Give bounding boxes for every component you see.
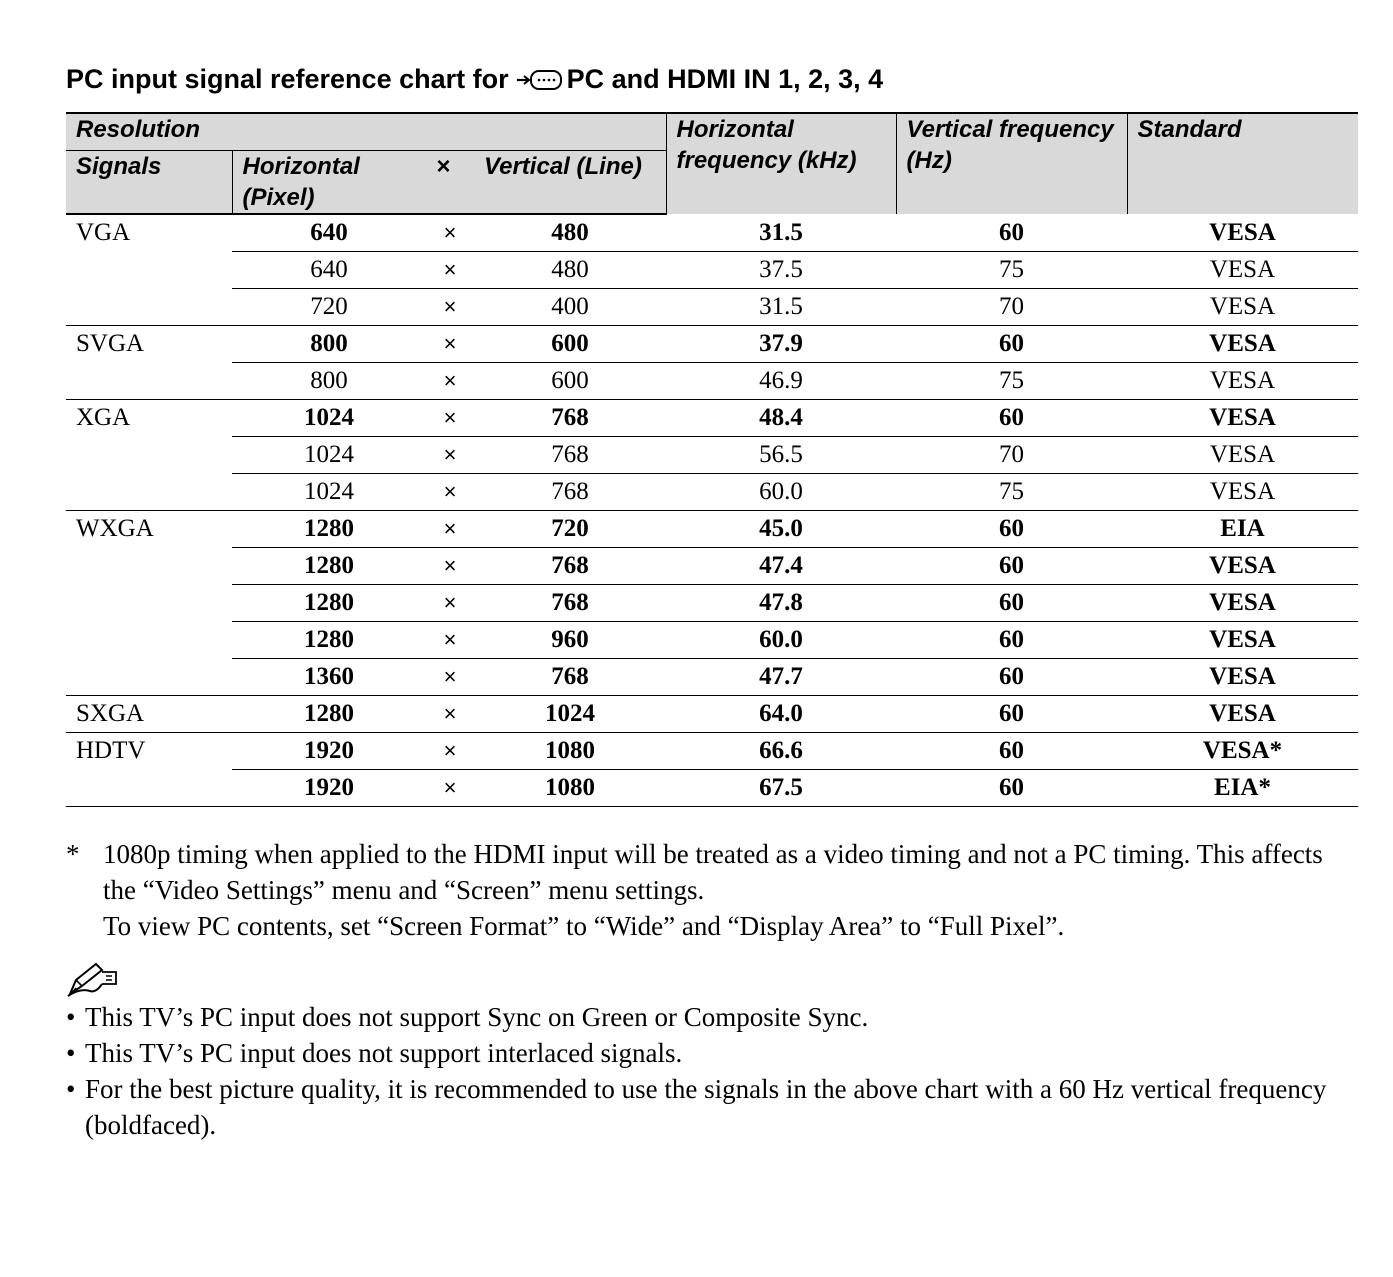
table-row	[66, 511, 1358, 548]
signal-cell: WXGA	[76, 515, 154, 543]
times-cell: ×	[426, 622, 474, 659]
vertical-frequency-cell: 60	[896, 326, 1127, 363]
standard-cell: EIA	[1127, 511, 1358, 548]
horizontal-frequency-cell: 31.5	[666, 289, 896, 326]
horizontal-pixel-cell: 720	[232, 289, 426, 326]
table-row	[66, 326, 1358, 363]
note-text: For the best picture quality, it is recommended to use the signals in the above chart with a 60 Hz vertical frequency (boldfaced).	[85, 1074, 1327, 1140]
times-cell: ×	[426, 437, 474, 474]
times-cell: ×	[426, 474, 474, 511]
standard-cell: VESA*	[1127, 733, 1358, 770]
horizontal-pixel-cell: 1024	[232, 400, 426, 437]
table-row	[66, 696, 1358, 733]
standard-cell: VESA	[1127, 400, 1358, 437]
header-horizontal-frequency: Horizontal frequency (kHz)	[666, 113, 896, 214]
table-row	[66, 289, 1358, 326]
vertical-line-cell: 768	[474, 400, 666, 437]
note-text: This TV’s PC input does not support interlaced signals.	[85, 1038, 683, 1068]
vertical-frequency-cell: 60	[896, 622, 1127, 659]
signal-cell	[66, 437, 232, 474]
signal-table-body	[66, 214, 1358, 807]
standard-cell: VESA	[1127, 437, 1358, 474]
times-cell: ×	[426, 363, 474, 400]
horizontal-frequency-cell: 31.5	[666, 214, 896, 252]
header-signals: Signals	[66, 151, 232, 215]
horizontal-pixel-cell: 800	[232, 326, 426, 363]
vertical-line-cell: 400	[474, 289, 666, 326]
horizontal-pixel-cell: 1280	[232, 585, 426, 622]
times-cell: ×	[426, 659, 474, 696]
vertical-frequency-cell: 75	[896, 363, 1127, 400]
vertical-line-cell: 768	[474, 548, 666, 585]
vertical-line-cell: 600	[474, 326, 666, 363]
horizontal-frequency-cell: 67.5	[666, 770, 896, 807]
vertical-line-cell: 768	[474, 437, 666, 474]
signal-cell	[66, 474, 232, 511]
horizontal-frequency-cell: 37.5	[666, 252, 896, 289]
times-cell: ×	[426, 548, 474, 585]
vertical-frequency-cell: 75	[896, 474, 1127, 511]
signal-cell: VGA	[76, 219, 131, 247]
vertical-line-cell: 600	[474, 363, 666, 400]
horizontal-frequency-cell: 47.7	[666, 659, 896, 696]
header-resolution: Resolution	[66, 113, 666, 151]
vertical-frequency-cell: 60	[896, 585, 1127, 622]
standard-cell: VESA	[1127, 622, 1358, 659]
signal-cell: SXGA	[66, 696, 232, 733]
horizontal-frequency-cell: 66.6	[666, 733, 896, 770]
signal-cell: SVGA	[76, 330, 145, 358]
header-vertical-frequency: Vertical frequency (Hz)	[896, 113, 1127, 214]
horizontal-frequency-cell: 48.4	[666, 400, 896, 437]
signal-cell	[66, 770, 232, 807]
title-text-after: PC and HDMI IN 1, 2, 3, 4	[566, 64, 884, 94]
bullet: •	[66, 1074, 76, 1104]
note-item	[66, 999, 1358, 1035]
pencil-note-icon	[66, 958, 118, 998]
table-row	[66, 659, 1358, 696]
horizontal-pixel-cell: 1024	[232, 474, 426, 511]
vertical-frequency-cell: 60	[896, 659, 1127, 696]
standard-cell: VESA	[1127, 585, 1358, 622]
horizontal-pixel-cell: 640	[232, 214, 426, 252]
table-row	[66, 363, 1358, 400]
signal-cell: XGA	[76, 404, 131, 432]
vertical-line-cell: 1080	[474, 770, 666, 807]
table-row	[66, 770, 1358, 807]
times-cell: ×	[426, 400, 474, 437]
horizontal-pixel-cell: 1280	[232, 548, 426, 585]
times-cell: ×	[426, 511, 474, 548]
header-horizontal-pixel: Horizontal (Pixel)	[232, 151, 426, 215]
notes-list	[66, 999, 1358, 1143]
times-cell: ×	[426, 696, 474, 733]
signal-cell	[66, 548, 232, 585]
horizontal-pixel-cell: 1280	[232, 696, 426, 733]
times-cell: ×	[426, 252, 474, 289]
note-text: This TV’s PC input does not support Sync on Green or Composite Sync.	[85, 1002, 869, 1032]
times-cell: ×	[426, 733, 474, 770]
page-title	[66, 64, 883, 95]
horizontal-frequency-cell: 64.0	[666, 696, 896, 733]
horizontal-frequency-cell: 60.0	[666, 622, 896, 659]
vertical-frequency-cell: 60	[896, 400, 1127, 437]
vertical-line-cell: 768	[474, 474, 666, 511]
vertical-line-cell: 720	[474, 511, 666, 548]
signal-cell	[66, 289, 232, 326]
header-standard: Standard	[1127, 113, 1358, 214]
vertical-line-cell: 960	[474, 622, 666, 659]
table-row	[66, 437, 1358, 474]
horizontal-pixel-cell: 1280	[232, 622, 426, 659]
horizontal-frequency-cell: 45.0	[666, 511, 896, 548]
table-row	[66, 548, 1358, 585]
table-row	[66, 400, 1358, 437]
vertical-frequency-cell: 70	[896, 437, 1127, 474]
horizontal-frequency-cell: 60.0	[666, 474, 896, 511]
vertical-frequency-cell: 60	[896, 733, 1127, 770]
pc-input-icon	[515, 65, 565, 95]
signal-cell	[66, 363, 232, 400]
horizontal-pixel-cell: 640	[232, 252, 426, 289]
signal-cell	[66, 659, 232, 696]
footnote-mark: *	[66, 839, 80, 869]
table-row	[66, 585, 1358, 622]
vertical-frequency-cell: 60	[896, 696, 1127, 733]
horizontal-frequency-cell: 56.5	[666, 437, 896, 474]
signal-cell	[66, 622, 232, 659]
vertical-line-cell: 480	[474, 252, 666, 289]
standard-cell: VESA	[1127, 289, 1358, 326]
horizontal-frequency-cell: 46.9	[666, 363, 896, 400]
standard-cell: VESA	[1127, 252, 1358, 289]
standard-cell: VESA	[1127, 214, 1358, 252]
horizontal-pixel-cell: 1024	[232, 437, 426, 474]
vertical-line-cell: 480	[474, 214, 666, 252]
horizontal-pixel-cell: 1920	[232, 733, 426, 770]
table-row	[66, 214, 1358, 252]
vertical-frequency-cell: 60	[896, 214, 1127, 252]
footnote	[66, 836, 1358, 944]
vertical-frequency-cell: 60	[896, 511, 1127, 548]
horizontal-pixel-cell: 1360	[232, 659, 426, 696]
times-cell: ×	[426, 770, 474, 807]
times-cell: ×	[426, 214, 474, 252]
bullet: •	[66, 1002, 76, 1032]
horizontal-frequency-cell: 47.4	[666, 548, 896, 585]
vertical-line-cell: 768	[474, 659, 666, 696]
vertical-frequency-cell: 60	[896, 548, 1127, 585]
standard-cell: EIA*	[1127, 770, 1358, 807]
vertical-frequency-cell: 60	[896, 770, 1127, 807]
footnote-line-1: 1080p timing when applied to the HDMI input will be treated as a video timing and not a PC timing. This affects the “Video Settings” menu and “Screen” menu settings.	[103, 839, 1323, 905]
vertical-line-cell: 1024	[474, 696, 666, 733]
standard-cell: VESA	[1127, 363, 1358, 400]
signal-cell	[66, 585, 232, 622]
standard-cell: VESA	[1127, 659, 1358, 696]
horizontal-pixel-cell: 1920	[232, 770, 426, 807]
horizontal-frequency-cell: 37.9	[666, 326, 896, 363]
vertical-line-cell: 768	[474, 585, 666, 622]
standard-cell: VESA	[1127, 474, 1358, 511]
table-row	[66, 252, 1358, 289]
footnote-line-2: To view PC contents, set “Screen Format” to “Wide” and “Display Area” to “Full Pixel”.	[103, 911, 1065, 941]
standard-cell: VESA	[1127, 696, 1358, 733]
signal-cell: HDTV	[76, 737, 146, 765]
note-item	[66, 1035, 1358, 1071]
horizontal-frequency-cell: 47.8	[666, 585, 896, 622]
table-row	[66, 733, 1358, 770]
signal-reference-table	[66, 112, 1358, 807]
standard-cell: VESA	[1127, 548, 1358, 585]
times-cell: ×	[426, 585, 474, 622]
table-row	[66, 474, 1358, 511]
header-vertical-line: Vertical (Line)	[474, 151, 666, 215]
header-times: ×	[426, 151, 474, 215]
times-cell: ×	[426, 326, 474, 363]
note-item	[66, 1071, 1358, 1143]
title-text-before: PC input signal reference chart for	[66, 64, 509, 94]
horizontal-pixel-cell: 1280	[232, 511, 426, 548]
horizontal-pixel-cell: 800	[232, 363, 426, 400]
standard-cell: VESA	[1127, 326, 1358, 363]
signal-cell	[66, 252, 232, 289]
bullet: •	[66, 1038, 76, 1068]
table-row	[66, 622, 1358, 659]
vertical-frequency-cell: 70	[896, 289, 1127, 326]
vertical-frequency-cell: 75	[896, 252, 1127, 289]
vertical-line-cell: 1080	[474, 733, 666, 770]
times-cell: ×	[426, 289, 474, 326]
